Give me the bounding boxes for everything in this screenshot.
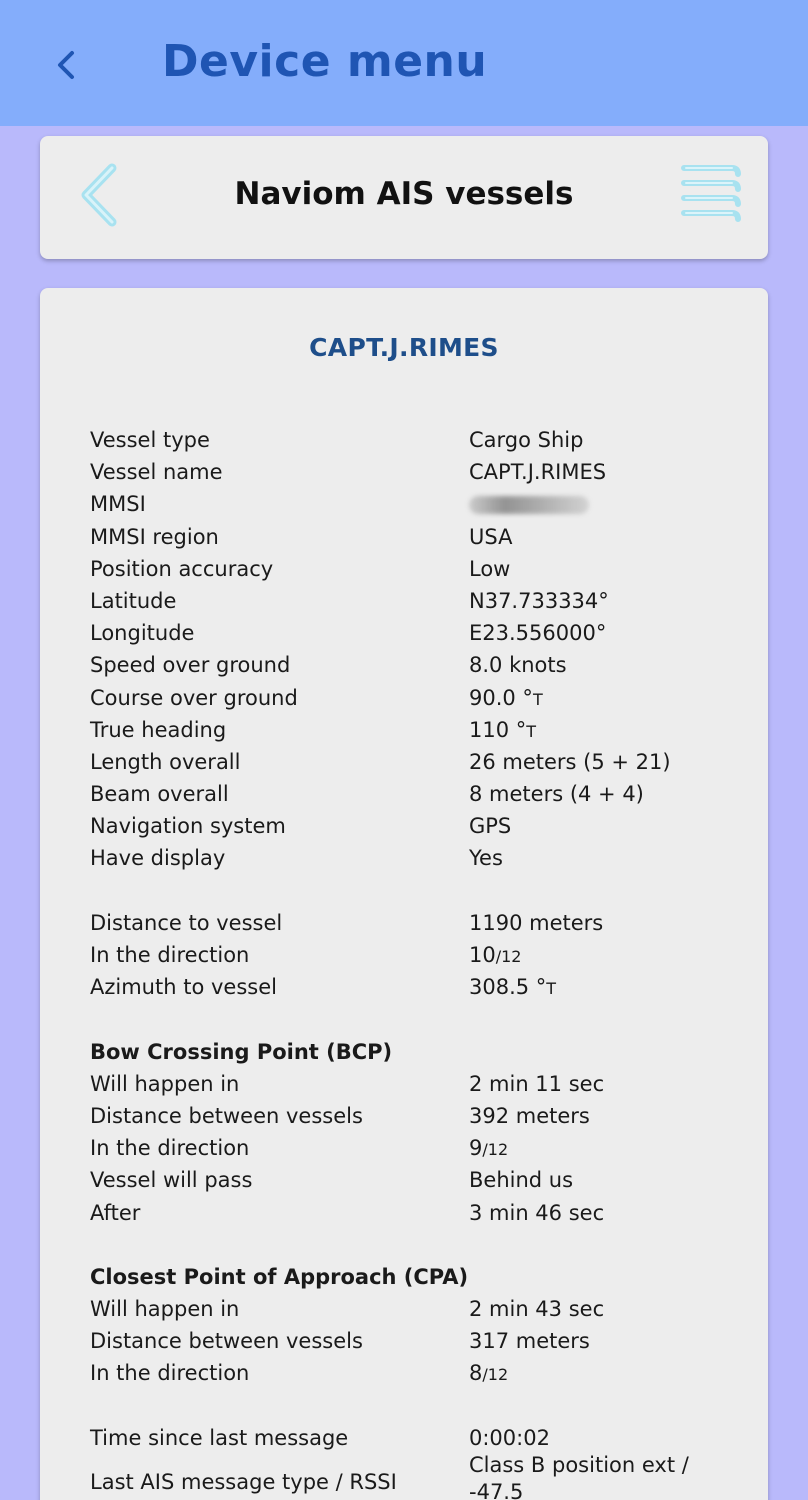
header-title: Naviom AIS vessels <box>234 176 574 212</box>
unit-text: T <box>532 689 543 709</box>
row-value: Low <box>469 556 511 581</box>
menu-icon <box>676 160 744 226</box>
value-text: 8 <box>469 1361 483 1386</box>
row-value: Cargo Ship <box>469 428 584 452</box>
row-label: Beam overall <box>90 782 229 807</box>
row-value: USA <box>469 524 513 549</box>
row-navigation-system <box>90 810 730 842</box>
spacer <box>90 1003 730 1035</box>
row-value <box>469 682 543 716</box>
row-mmsi <box>90 488 730 520</box>
value-text: 110 ° <box>469 717 527 742</box>
row-label: MMSI <box>90 492 146 517</box>
row-cpa-will-happen-in <box>90 1293 730 1325</box>
row-label: Longitude <box>90 621 195 646</box>
value-text: 90.0 ° <box>469 685 533 710</box>
row-label: In the direction <box>90 943 250 967</box>
row-value-redacted <box>469 488 589 520</box>
vessel-details-card <box>40 288 768 1500</box>
unit-text: T <box>526 721 537 741</box>
row-value: 392 meters <box>469 1103 590 1128</box>
row-label: Time since last message <box>90 1425 349 1450</box>
row-value <box>469 971 556 1005</box>
row-value: 2 min 11 sec <box>469 1071 605 1096</box>
row-label: Course over ground <box>90 685 298 710</box>
row-value: E23.556000° <box>469 621 607 646</box>
row-direction <box>90 939 730 971</box>
row-vessel-name <box>90 456 730 488</box>
row-value <box>469 1132 508 1166</box>
row-label: Distance between vessels <box>90 1103 363 1128</box>
row-last-ais-message <box>90 1454 730 1500</box>
row-value <box>469 1452 689 1500</box>
unit-text: /12 <box>482 1365 509 1385</box>
row-position-accuracy <box>90 553 730 585</box>
row-label: Navigation system <box>90 814 286 839</box>
row-bcp-after <box>90 1197 730 1229</box>
header-card <box>40 136 768 259</box>
row-label: Last AIS message type / RSSI <box>90 1470 397 1494</box>
row-beam-overall <box>90 778 730 810</box>
row-label: In the direction <box>90 1361 250 1386</box>
row-azimuth-to-vessel <box>90 971 730 1003</box>
spacer <box>90 1390 730 1422</box>
row-label: In the direction <box>90 1136 250 1161</box>
value-text: 10 <box>469 943 496 967</box>
row-true-heading <box>90 714 730 746</box>
unit-text: /12 <box>482 1140 509 1160</box>
row-time-since-last-message <box>90 1422 730 1454</box>
row-label: After <box>90 1200 141 1225</box>
chevron-left-icon <box>54 50 78 80</box>
row-label: Length overall <box>90 749 241 774</box>
redacted-mmsi <box>469 496 589 514</box>
row-label: True heading <box>90 717 227 742</box>
row-value: 2 min 43 sec <box>469 1297 605 1322</box>
back-button[interactable] <box>42 38 90 92</box>
row-label: Will happen in <box>90 1071 240 1096</box>
row-value: 26 meters (5 + 21) <box>469 749 671 774</box>
row-label: Vessel name <box>90 460 223 485</box>
row-distance-to-vessel <box>90 907 730 939</box>
row-have-display <box>90 842 730 874</box>
row-value: N37.733334° <box>469 588 609 613</box>
menu-button[interactable] <box>676 160 744 226</box>
row-value: 0:00:02 <box>469 1425 550 1450</box>
row-mmsi-region <box>90 521 730 553</box>
spacer <box>90 875 730 907</box>
row-value: CAPT.J.RIMES <box>469 460 607 485</box>
row-bcp-direction <box>90 1132 730 1164</box>
row-value: 1190 meters <box>469 910 604 935</box>
row-bcp-distance <box>90 1100 730 1132</box>
row-bcp-vessel-will-pass <box>90 1164 730 1196</box>
row-value: GPS <box>469 814 512 839</box>
unit-text: /12 <box>495 947 522 966</box>
row-label: MMSI region <box>90 524 219 549</box>
section-cpa-title <box>90 1261 730 1293</box>
row-bcp-will-happen-in <box>90 1068 730 1100</box>
row-speed-over-ground <box>90 649 730 681</box>
section-title: Closest Point of Approach (CPA) <box>90 1264 469 1289</box>
value-text: 9 <box>469 1136 483 1161</box>
value-text: 308.5 ° <box>469 975 547 1000</box>
row-value: 8.0 knots <box>469 653 567 678</box>
section-title: Bow Crossing Point (BCP) <box>90 1039 393 1064</box>
section-bcp-title <box>90 1036 730 1068</box>
row-label: Have display <box>90 846 226 871</box>
row-latitude <box>90 585 730 617</box>
row-label: Vessel will pass <box>90 1168 253 1193</box>
row-value: 317 meters <box>469 1329 590 1354</box>
row-label: Position accuracy <box>90 556 274 581</box>
row-label: Speed over ground <box>90 653 291 678</box>
row-label: Distance to vessel <box>90 910 283 935</box>
row-value: 3 min 46 sec <box>469 1200 605 1225</box>
row-value: 8 meters (4 + 4) <box>469 782 644 807</box>
row-label: Latitude <box>90 588 177 613</box>
row-label: Azimuth to vessel <box>90 975 277 1000</box>
row-label: Vessel type <box>90 428 210 452</box>
row-value <box>469 1357 508 1391</box>
row-cpa-direction <box>90 1357 730 1389</box>
row-label: Will happen in <box>90 1297 240 1322</box>
row-value <box>469 939 521 973</box>
value-text-line2: -47.5 <box>469 1480 524 1500</box>
app-bar <box>0 0 808 126</box>
row-label: Distance between vessels <box>90 1329 363 1354</box>
spacer <box>90 1229 730 1261</box>
row-longitude <box>90 617 730 649</box>
vessel-title: CAPT.J.RIMES <box>309 333 499 362</box>
row-value: Behind us <box>469 1168 574 1193</box>
vessel-details-list <box>90 424 730 1500</box>
value-text: Class B position ext / <box>469 1453 689 1477</box>
row-value: Yes <box>469 846 503 871</box>
row-course-over-ground <box>90 682 730 714</box>
unit-text: T <box>546 979 557 999</box>
row-value <box>469 714 536 748</box>
row-cpa-distance <box>90 1325 730 1357</box>
row-length-overall <box>90 746 730 778</box>
page-title: Device menu <box>162 36 488 87</box>
row-vessel-type <box>90 424 730 456</box>
